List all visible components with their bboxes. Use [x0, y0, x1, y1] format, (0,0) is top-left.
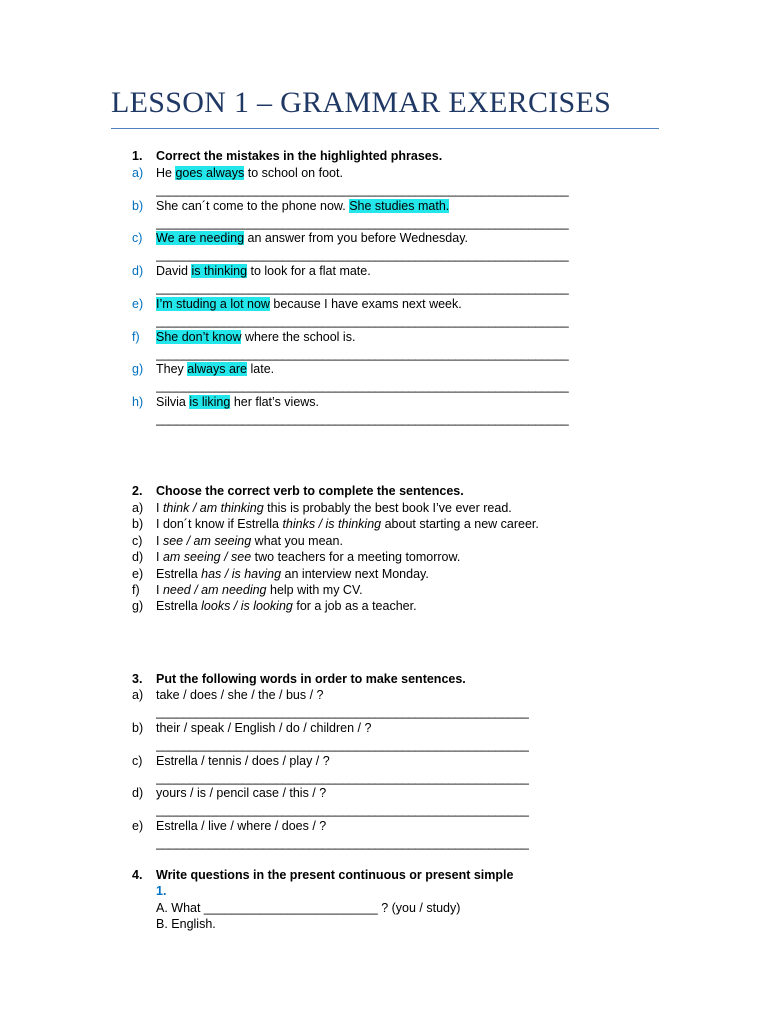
highlighted-phrase: We are needing: [156, 231, 245, 246]
item-text: [156, 500, 512, 516]
item-text: [156, 165, 343, 181]
highlighted-phrase: always are: [187, 362, 248, 377]
item-marker: g): [132, 362, 144, 377]
item-text-pre: She can´t come to the phone now.: [156, 198, 350, 213]
highlighted-phrase: is liking: [189, 394, 231, 409]
item-marker: e): [132, 819, 144, 834]
item-text-pre: Estrella: [156, 566, 202, 581]
item-text-post: her flat’s views.: [230, 394, 320, 409]
item-text: [156, 516, 539, 532]
answer-line[interactable]: ________________________________________________________: [156, 737, 529, 752]
item-text-post: for a job as a teacher.: [292, 599, 417, 614]
item-text: their / speak / English / do / children / ?: [156, 720, 372, 735]
item-marker: c): [132, 533, 143, 548]
item-text-post: two teachers for a meeting tomorrow.: [251, 550, 461, 565]
item-text-post: to school on foot.: [244, 166, 343, 180]
item-text-post: an interview next Monday.: [281, 566, 429, 581]
item-text: [156, 566, 429, 582]
item-marker: c): [132, 231, 143, 246]
item-text-pre: Silvia: [156, 394, 190, 409]
verb-options: need / am needing: [162, 583, 267, 597]
item-text: [156, 263, 371, 279]
item-text-pre: David: [156, 264, 192, 279]
item-text-pre: I don´t know if Estrella: [156, 517, 283, 532]
item-text-pre: He: [156, 166, 176, 180]
answer-line[interactable]: ______________________________________________________________: [156, 346, 569, 361]
item-text-pre: I: [156, 583, 163, 597]
item-marker: e): [132, 566, 144, 581]
answer-line[interactable]: ________________________________________________________: [156, 770, 529, 785]
item-text-pre: They: [156, 362, 188, 377]
item-marker: a): [132, 501, 144, 515]
item-marker: a): [132, 166, 144, 180]
answer-line[interactable]: ______________________________________________________________: [156, 411, 569, 426]
item-marker: b): [132, 720, 144, 735]
item-text-pre: Estrella: [156, 599, 202, 614]
highlighted-phrase: I’m studing a lot now: [156, 296, 270, 311]
item-marker: e): [132, 296, 144, 311]
item-text-post: this is probably the best book I’ve ever read.: [263, 501, 512, 515]
item-marker: f): [132, 583, 140, 597]
item-text: [156, 296, 462, 312]
verb-options: thinks / is thinking: [282, 517, 382, 532]
item-text: [156, 598, 417, 614]
item-marker: f): [132, 329, 140, 344]
item-text-post: because I have exams next week.: [269, 296, 462, 311]
page-title: LESSON 1 – GRAMMAR EXERCISES: [111, 86, 612, 119]
item-marker: b): [132, 198, 144, 213]
item-text: Estrella / live / where / does / ?: [156, 819, 327, 834]
answer-line[interactable]: ________________________________________________________: [156, 803, 529, 818]
title-divider: [111, 128, 659, 129]
item-text: [156, 329, 355, 345]
highlighted-phrase: is thinking: [191, 264, 248, 279]
answer-line[interactable]: ______________________________________________________________: [156, 215, 569, 230]
highlighted-phrase: goes always: [175, 166, 245, 180]
verb-options: think / am thinking: [162, 501, 264, 515]
item-marker: c): [132, 753, 143, 768]
item-text-post: an answer from you before Wednesday.: [244, 231, 468, 246]
item-text-post: to look for a flat mate.: [247, 264, 371, 279]
item-text-post: late.: [247, 362, 275, 377]
item-text: [156, 230, 468, 246]
answer-line[interactable]: ______________________________________________________________: [156, 313, 569, 328]
item-text-post: what you mean.: [251, 533, 343, 548]
highlighted-phrase: She studies math.: [349, 198, 450, 213]
answer-line[interactable]: ______________________________________________________________: [156, 379, 569, 394]
item-marker: a): [132, 688, 144, 702]
item-text: yours / is / pencil case / this / ?: [156, 786, 327, 801]
item-text-pre: I: [156, 501, 163, 515]
item-text: [156, 198, 449, 214]
answer-line[interactable]: ______________________________________________________________: [156, 248, 569, 263]
verb-options: looks / is looking: [201, 599, 293, 614]
item-text-pre: I: [156, 533, 163, 548]
item-text: [156, 394, 319, 410]
item-text: Estrella / tennis / does / play / ?: [156, 753, 330, 768]
item-marker: b): [132, 517, 144, 532]
item-text: take / does / she / the / bus / ?: [156, 688, 324, 702]
item-marker: d): [132, 264, 144, 279]
verb-options: see / am seeing: [162, 533, 252, 548]
verb-options: has / is having: [201, 566, 282, 581]
item-marker: h): [132, 394, 144, 409]
item-text: [156, 582, 363, 598]
item-text: [156, 533, 343, 549]
item-text-pre: I: [156, 550, 163, 565]
verb-options: am seeing / see: [162, 550, 252, 565]
item-marker: g): [132, 599, 144, 614]
item-marker: d): [132, 786, 144, 801]
worksheet-page: LESSON 1 – GRAMMAR EXERCISES 1. Correct the mistakes in the highlighted phrases. a) He goes always to school on foot. ______________________________________________________________ b) She can´t come to the phone now. She studies math. ______________________________________________________________ c) We are needing an answer from you before Wednesday. ______________________________________________________________ d) David is thinking to look for a flat mate. ______________________________________________________________ e) I’m studing a lot now because I have exams next week. ______________________________________________________________ f) She don’t know where the school is. ______________________________________________________________ g) They always are late. ______________________________________________________________ h) Silvia is liking her flat’s views. ______________________________________________________________ 2. Choose the correct verb to complete the sentences. a) I think / am thinking this is probably the best book I’ve ever read. b) I don´t know if Estrella thinks / is thinking about starting a new career. c) I see / am seeing what you mean. d) I am seeing / see two teachers for a meeting tomorrow. e) Estrella has / is having an interview next Monday. f) I need / am needing help with my CV. g) Estrella looks / is looking for a job as a teacher. 3. Put the following words in order to make sentences. a) take / does / she / the / bus / ? ________________________________________________________ b) their / speak / English / do / children / ? ________________________________________________________ c) Estrella / tennis / does / play / ? ________________________________________________________ d) yours / is / pencil case / this / ? ________________________________________________________ e) Estrella / live / where / does / ? ________________________________________________________ 4. Write questions in the present continuous or present simple 1. A. What _________________________ ? (you / study) B. English.: [0, 0, 768, 1024]
answer-line[interactable]: ______________________________________________________________: [156, 183, 569, 197]
answer-line[interactable]: ________________________________________________________: [156, 705, 529, 719]
item-text-post: help with my CV.: [266, 583, 363, 597]
item-marker: d): [132, 550, 144, 565]
item-text: [156, 361, 274, 377]
item-text-post: about starting a new career.: [381, 517, 539, 532]
item-text: [156, 549, 460, 565]
item-text-post: where the school is.: [241, 329, 356, 344]
highlighted-phrase: She don’t know: [156, 329, 242, 344]
answer-line[interactable]: ________________________________________________________: [156, 836, 529, 851]
answer-line[interactable]: ______________________________________________________________: [156, 281, 569, 296]
